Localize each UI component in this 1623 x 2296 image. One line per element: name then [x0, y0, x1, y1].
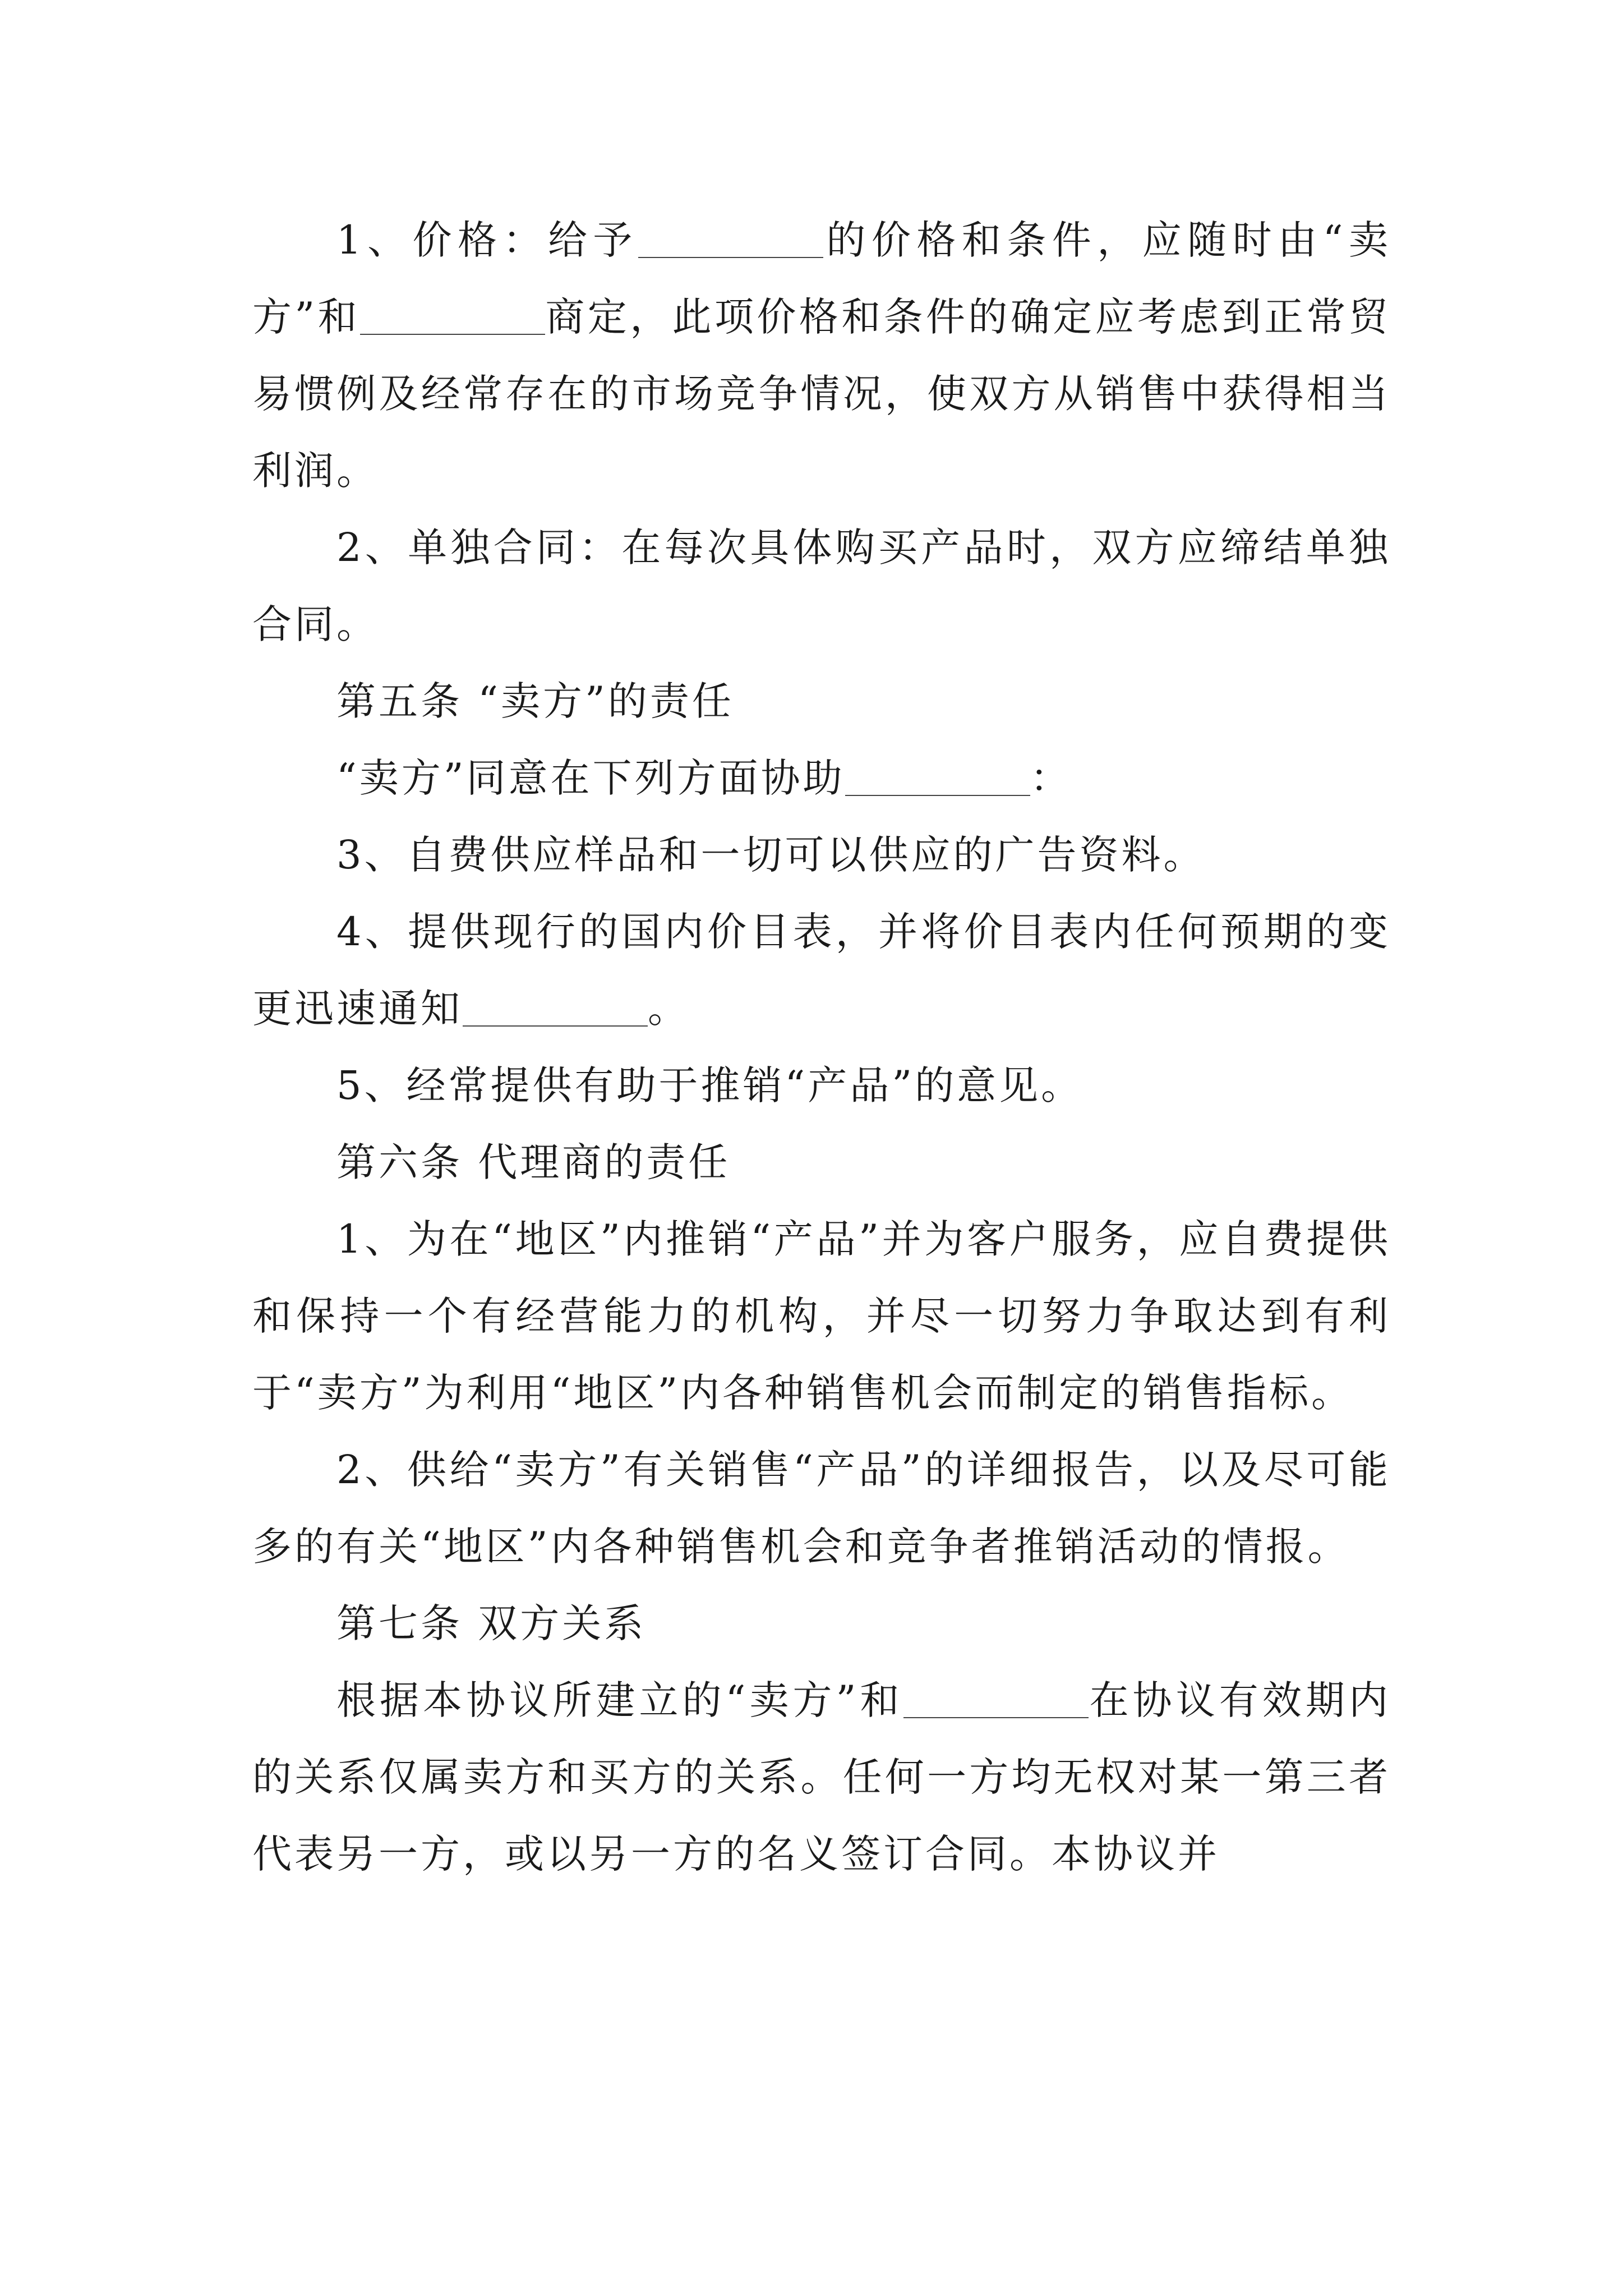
paragraph: [252, 1662, 1391, 1893]
paragraph: [252, 1047, 1391, 1124]
text-run: 2、供给“卖方”有关销售“产品”的详细报告，以及尽可能多的有关“地区”内各种销售机会和竞争者推销活动的情报。: [252, 1447, 1391, 1570]
contract-body: [252, 202, 1391, 1893]
section-heading: [252, 1585, 1391, 1662]
text-run: 4、提供现行的国内价目表，并将价目表内任何预期的变更迅速通知: [252, 909, 1391, 1032]
fill-in-blank: [638, 223, 823, 258]
text-run: 商定，此项价格和条件的确定应考虑到正常贸易惯例及经常存在的市场竞争情况，使双方从销售中获得相当利润。: [252, 294, 1391, 494]
paragraph: [252, 894, 1391, 1047]
section-heading: [252, 663, 1391, 740]
text-run: 1、为在“地区”内推销“产品”并为客户服务，应自费提供和保持一个有经营能力的机构，并尽一切努力争取达到有利于“卖方”为利用“地区”内各种销售机会而制定的销售指标。: [252, 1216, 1391, 1416]
text-run: 3、自费供应样品和一切可以供应的广告资料。: [336, 832, 1206, 878]
paragraph: [252, 202, 1391, 509]
text-run: 5、经常提供有助于推销“产品”的意见。: [336, 1062, 1083, 1108]
fill-in-blank: [463, 992, 648, 1027]
text-run: 第五条 “卖方”的责任: [336, 678, 734, 724]
text-run: “卖方”同意在下列方面协助: [336, 755, 845, 801]
text-run: 第七条 双方关系: [336, 1600, 647, 1646]
text-run: 第六条 代理商的责任: [336, 1139, 731, 1185]
paragraph: [252, 817, 1391, 894]
paragraph: [252, 1432, 1391, 1585]
fill-in-blank: [903, 1683, 1089, 1718]
text-run: 1、价格：给予: [336, 217, 638, 263]
section-heading: [252, 1124, 1391, 1201]
text-run: 在协议有效期内的关系仅属卖方和买方的关系。任何一方均无权对某一第三者代表另一方，或以另一方的名义签订合同。本协议并: [252, 1677, 1391, 1877]
text-run: 2、单独合同：在每次具体购买产品时，双方应缔结单独合同。: [252, 524, 1391, 647]
fill-in-blank: [845, 761, 1030, 796]
fill-in-blank: [360, 300, 545, 335]
text-run: 根据本协议所建立的“卖方”和: [336, 1677, 903, 1723]
paragraph: [252, 1201, 1391, 1432]
text-run: 的价格和条件，应随时由“卖方”和: [252, 217, 1391, 340]
paragraph: [252, 509, 1391, 663]
text-run: 。: [648, 986, 690, 1032]
text-run: ：: [1030, 755, 1072, 801]
paragraph: [252, 740, 1391, 817]
